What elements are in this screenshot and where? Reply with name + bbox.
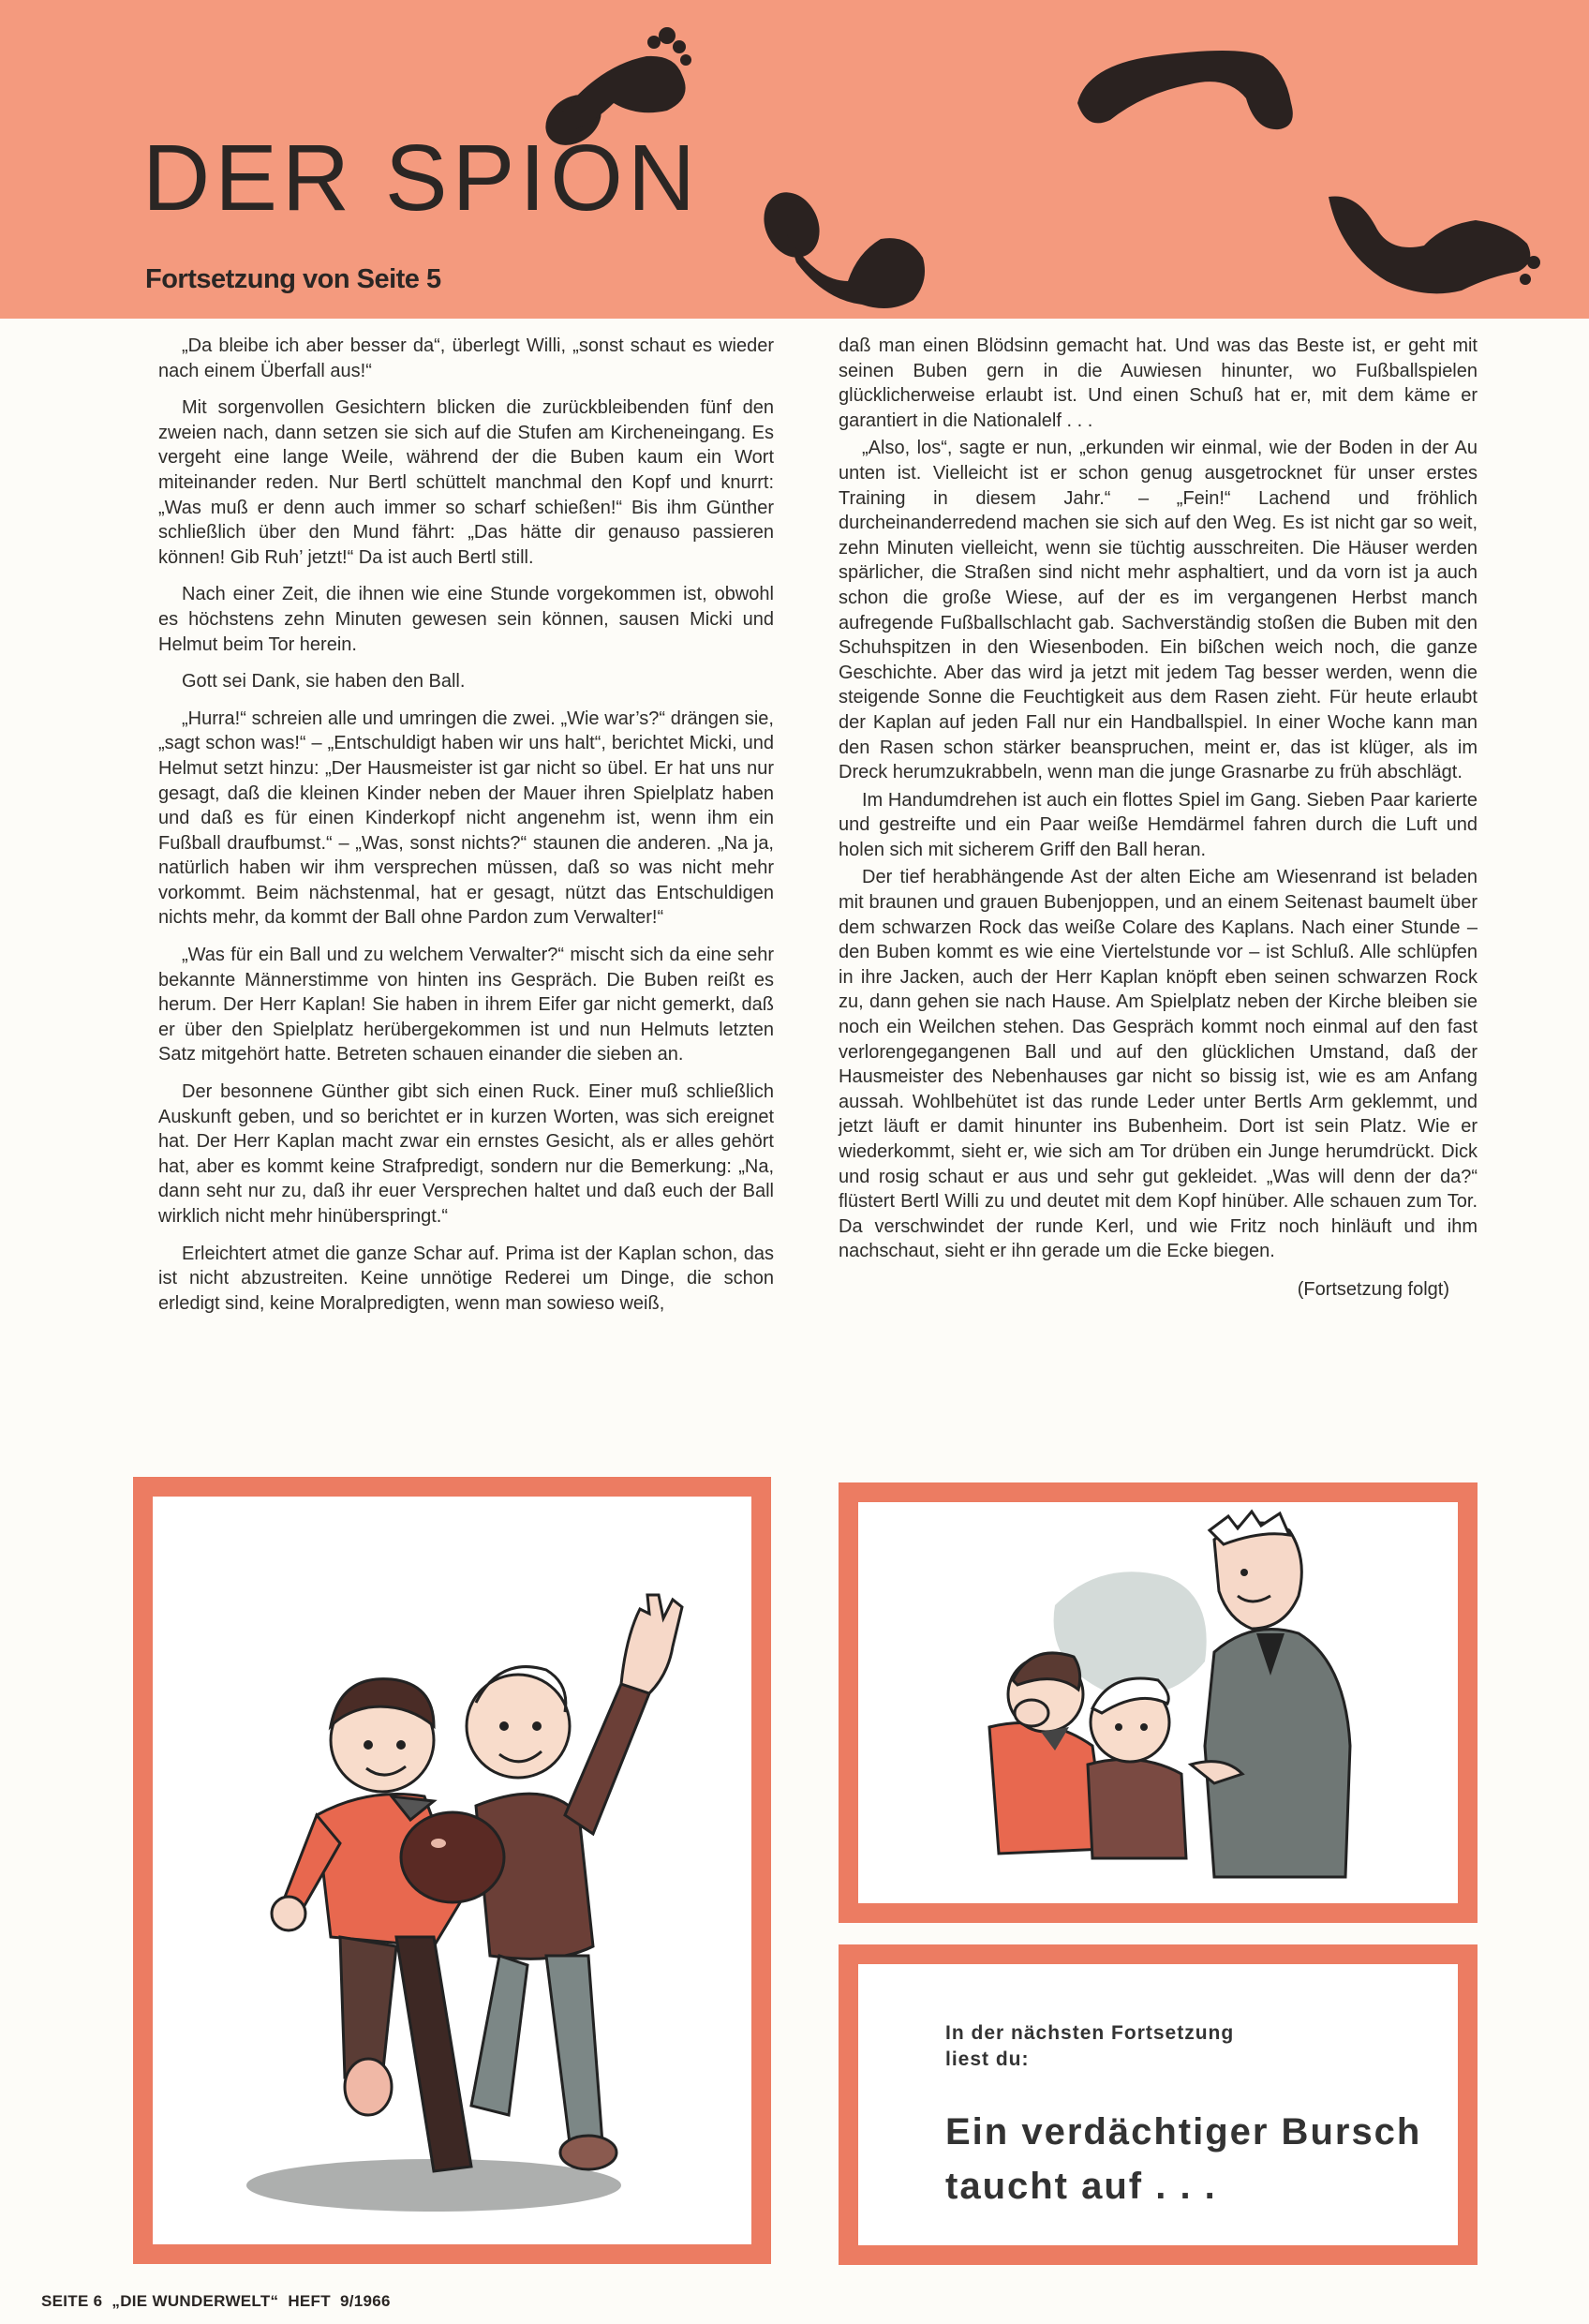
continuation-note: (Fortsetzung folgt) — [1297, 1278, 1449, 1300]
story-paragraph: Der tief herabhängende Ast der alten Eiche am Wiesenrand ist beladen mit braunen und grauen Bubenjoppen, und an einem Seitenast baumelt über dem schwarzen Rock das weiße Colare des Kaplans. Nach einer Stunde – den Buben kommt es wie eine Viertelstunde vor – ist Schluß. Alle schlüpfen in ihre Jacken, auch der Herr Kaplan knöpft eben seinen schwarzen Rock zu, dann gehen sie nach Hause. Am Spielplatz neben der Kirche bleiben sie noch ein Weilchen stehen. Das Gespräch kommt noch einmal auf den fast verlorengegangenen Ball und auf den glücklichen Umstand, daß der Hausmeister des Nebenhauses gar nicht so bissig ist, wie es am Anfang aussah. Wohlbehütet ist das runde Leder unter Bertls Arm geklemmt, und jetzt läuft er damit hinunter ins Bubenheim. Dort ist sein Platz. Wie er wiederkommt, sieht er, wie sich am Tor drüben ein Junge herumdrückt. Dick und rosig schaut er aus und sehr gut gekleidet. „Was will denn der da?“ flüstert Bertl Willi zu und deutet mit dem Kopf hinüber. Alle schauen zum Tor. Da verschwindet der runde Kerl, und wie Fritz noch hinläuft und ihm nachschaut, sieht er ihn gerade um die Ecke biegen. — [839, 867, 1478, 1262]
magazine-name: „DIE WUNDERWELT“ — [111, 2292, 279, 2310]
footprint-icon — [1329, 196, 1540, 293]
story-paragraph: daß man einen Blödsinn gemacht hat. Und was das Beste ist, er geht mit seinen Buben gern in die Auwiesen hinunter, wo Fußballspielen glücklicherweise erlaubt ist. Und einen Schuß hat er, mit dem käme er garantiert in die Nationalelf . . . — [839, 335, 1478, 431]
illustration-frame-kaplan-and-boys — [839, 1482, 1478, 1923]
teaser-title-line1: Ein verdächtiger Bursch — [945, 2111, 1422, 2153]
issue-number: 9/1966 — [339, 2292, 391, 2310]
story-title: DER SPION — [142, 126, 701, 231]
story-paragraph: „Also, los“, sagte er nun, „erkunden wir einmal, wie der Boden in der Au unten ist. Vielleicht ist er schon genug ausgetrocknet für unser erstes Training in diesem Jahr.“ – „Fein!“ Lachend und fröhlich durcheinanderredend machen sie sich auf den Weg. Es ist nicht gar so weit, zehn Minuten vielleicht, wenn sie tüchtig ausschreiten. Die Häuser werden spärlicher, die Straßen sind nicht mehr asphaltiert, und da vorn ist ja auch schon die große Wiese, auf der es im vergangenen Herbst manch aufregende Fußballschlacht gab. Sachverständig stoßen die Buben mit den Schuhspitzen in den Wiesenboden. Ein bißchen weich noch, die ganze Geschichte. Aber das wird ja jetzt mit jedem Tag besser werden, wenn die steigende Sonne die Feuchtigkeit aus dem Rasen zieht. Für heute erlaubt der Kaplan auf jeden Fall nur ein Handballspiel. In einer Woche kann man den Rasen schon stärker beanspruchen, meint er, das ist klüger, als im Dreck herumzukrabbeln, wenn man die junge Grasnarbe zu früh abschlägt. — [839, 438, 1478, 783]
story-column-left — [158, 334, 774, 1316]
header-band — [0, 0, 1589, 319]
story-paragraph: Der besonnene Günther gibt sich einen Ruck. Einer muß schließlich Auskunft geben, und so berichtet er in kurzen Worten, was sich ereignet hat. Der Herr Kaplan macht zwar ein ernstes Gesicht, als er alles gehört hat, aber es kommt keine Strafpredigt, sondern nur die Bemerkung: „Na, dann seht nur zu, daß ihr euer Versprechen haltet und daß euch der Ball wirklich nicht mehr hinüberspringt.“ — [158, 1081, 774, 1227]
kaplan-and-boys-illustration — [858, 1502, 1458, 1903]
story-paragraph: Im Handumdrehen ist auch ein flottes Spiel im Gang. Sieben Paar karierte und gestreifte und ein Paar weiße Hemdärmel fahren durch die Luft und holen sich mit sicherem Griff den Ball heran. — [839, 789, 1478, 860]
story-paragraph: „Hurra!“ schreien alle und umringen die zwei. „Wie war’s?“ drängen sie, „sagt schon was!“ – „Entschuldigt haben wir uns halt“, berichtet Micki, und Helmut setzt hinzu: „Der Hausmeister ist gar nicht so übel. Er hat uns nur gesagt, daß die kleinen Kinder neben der Mauer ihren Spielplatz haben und daß es für einen Kinderkopf nicht angenehm ist, wenn ihm ein Fußball draufbumst.“ – „Was, sonst nichts?“ staunen die anderen. „Na ja, natürlich haben wir ihm versprechen müssen, daß so was nicht mehr vorkommt. Beim nächstenmal, hat er gesagt, nützt das Entschuldigen nichts mehr, da kommt der Ball ohne Pardon zum Verwalter!“ — [158, 708, 774, 929]
story-paragraph: Erleichtert atmet die ganze Schar auf. Prima ist der Kaplan schon, das ist nicht abzustreiten. Keine unnötige Rederei um Dinge, die schon erledigt sind, keine Moralpredigten, wenn man sowieso weiß, — [158, 1243, 774, 1314]
teaser-title — [945, 2105, 1421, 2213]
story-paragraph: Mit sorgenvollen Gesichtern blicken die zurückbleibenden fünf den zweien nach, dann setzen sie sich auf die Stufen am Kircheneingang. Es vergeht eine lange Weile, während der die Buben kaum ein Wort miteinander reden. Nur Bertl schüttelt manchmal den Kopf und knurrt: „Was muß er denn auch immer so scharf schießen!“ Bis ihm Günther schließlich über den Mund fährt: „Das hätte dir genauso passieren können! Gib Ruh’ jetzt!“ Da ist auch Bertl still. — [158, 397, 774, 568]
footprint-icon — [1077, 51, 1293, 129]
story-column-right — [839, 334, 1478, 1303]
teaser-title-line2: taucht auf . . . — [945, 2166, 1217, 2207]
teaser-intro — [945, 2020, 1234, 2073]
story-paragraph: Gott sei Dank, sie haben den Ball. — [182, 671, 466, 693]
teaser-intro-line1: In der nächsten Fortsetzung — [945, 2022, 1235, 2044]
boys-running-illustration — [153, 1497, 751, 2244]
next-episode-teaser — [839, 1944, 1478, 2265]
page-number: SEITE 6 — [41, 2292, 103, 2310]
teaser-intro-line2: liest du: — [945, 2048, 1030, 2070]
story-paragraph: „Da bleibe ich aber besser da“, überlegt Willi, „sonst schaut es wieder nach einem Überfall aus!“ — [158, 335, 774, 381]
issue-label: HEFT — [288, 2292, 331, 2310]
story-paragraph: „Was für ein Ball und zu welchem Verwalter?“ mischt sich da eine sehr bekannte Männerstimme von hinten ins Gespräch. Die Buben reißt es herum. Der Herr Kaplan! Sie haben in ihrem Eifer gar nicht gemerkt, daß er über den Spielplatz herübergekommen ist und nun Helmuts letzten Satz mitgehört hatte. Betreten schauen einander die sieben an. — [158, 945, 774, 1065]
illustration-frame-boys-running — [133, 1477, 771, 2264]
footprint-icon — [753, 184, 925, 308]
continuation-subtitle: Fortsetzung von Seite 5 — [145, 264, 441, 294]
page-footer — [41, 2292, 400, 2311]
story-paragraph: Nach einer Zeit, die ihnen wie eine Stunde vorgekommen ist, obwohl es höchstens zehn Minuten gewesen sein können, sausen Micki und Helmut beim Tor herein. — [158, 584, 774, 655]
